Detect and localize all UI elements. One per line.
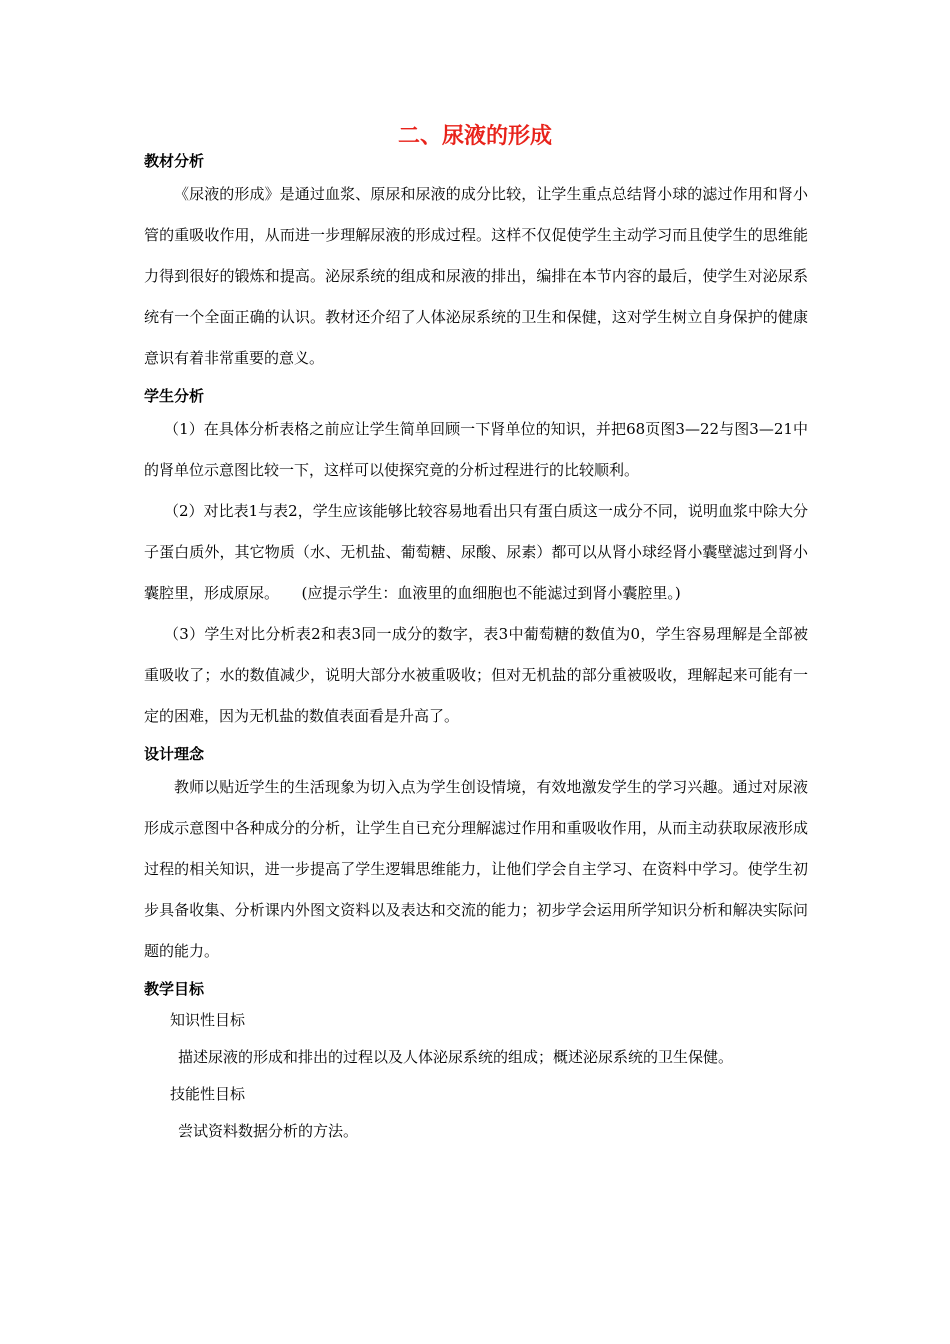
document-body bbox=[144, 148, 808, 1150]
paragraph-student-analysis-1: （1）在具体分析表格之前应让学生简单回顾一下肾单位的知识，并把68页图3—22与图3—21中的肾单位示意图比较一下，这样可以使探究竟的分析过程进行的比较顺利。 bbox=[144, 420, 808, 479]
paragraph-student-analysis-3: （3）学生对比分析表2和表3同一成分的数字，表3中葡萄糖的数值为0，学生容易理解是全部被重吸收了；水的数值减少，说明大部分水被重吸收；但对无机盐的部分重被吸收，理解起来可能有一定的困难，因为无机盐的数值表面看是升高了。 bbox=[144, 625, 808, 725]
subheading-knowledge-goal: 知识性目标 bbox=[170, 1011, 246, 1029]
text-skill-goal: 尝试资料数据分析的方法。 bbox=[178, 1122, 359, 1140]
section-heading-teaching-goals: 教学目标 bbox=[144, 980, 205, 998]
section-heading-student-analysis: 学生分析 bbox=[144, 387, 205, 405]
subheading-skill-goal: 技能性目标 bbox=[170, 1085, 246, 1103]
paragraph-student-analysis-2: （2）对比表1与表2，学生应该能够比较容易地看出只有蛋白质这一成分不同，说明血浆中除大分子蛋白质外，其它物质（水、无机盐、葡萄糖、尿酸、尿素）都可以从肾小球经肾小囊壁滤过到肾小囊腔里，形成原尿。 (应提示学生：血液里的血细胞也不能滤过到肾小囊腔里。) bbox=[144, 502, 808, 602]
paragraph-design-concept: 教师以贴近学生的生活现象为切入点为学生创设情境，有效地激发学生的学习兴趣。通过对尿液形成示意图中各种成分的分析，让学生自已充分理解滤过作用和重吸收作用，从而主动获取尿液形成过程的相关知识，进一步提高了学生逻辑思维能力，让他们学会自主学习、在资料中学习。使学生初步具备收集、分析课内外图文资料以及表达和交流的能力；初步学会运用所学知识分析和解决实际问题的能力。 bbox=[144, 778, 808, 960]
section-heading-design-concept: 设计理念 bbox=[144, 745, 205, 763]
page-title: 二、尿液的形成 bbox=[397, 124, 552, 149]
paragraph-textbook-analysis: 《尿液的形成》是通过血浆、原尿和尿液的成分比较，让学生重点总结肾小球的滤过作用和肾小管的重吸收作用，从而进一步理解尿液的形成过程。这样不仅促使学生主动学习而且使学生的思维能力得到很好的锻炼和提高。泌尿系统的组成和尿液的排出，编排在本节内容的最后，使学生对泌尿系统有一个全面正确的认识。教材还介绍了人体泌尿系统的卫生和保健，这对学生树立自身保护的健康意识有着非常重要的意义。 bbox=[144, 185, 808, 367]
text-knowledge-goal: 描述尿液的形成和排出的过程以及人体泌尿系统的组成；概述泌尿系统的卫生保健。 bbox=[178, 1048, 734, 1066]
section-heading-textbook-analysis: 教材分析 bbox=[144, 152, 205, 170]
